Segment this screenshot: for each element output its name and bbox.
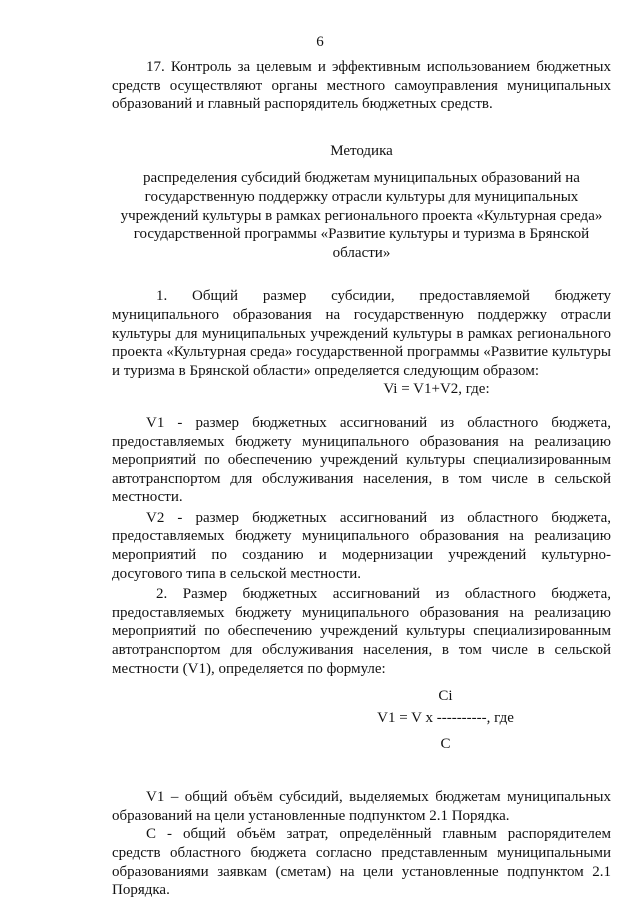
formula-v1-denominator: C bbox=[440, 736, 451, 753]
page-number: 6 bbox=[316, 34, 324, 50]
paragraph-17: 17. Контроль за целевым и эффективным использованием бюджетных средств осуществляют органы местного самоуправления муниципальных образований и главный распорядитель бюджетных средств. bbox=[112, 59, 611, 113]
formula-v1-numerator: Ci bbox=[438, 688, 453, 705]
formula-v1 bbox=[112, 685, 611, 755]
definition-v1-total: V1 – общий объём субсидий, выделяемых бюджетам муниципальных образований на цели установленные подпунктом 2.1 Порядка. bbox=[112, 789, 611, 824]
item-2-paragraph: 2. Размер бюджетных ассигнований из областного бюджета, предоставляемых бюджету муниципального образования на реализацию мероприятий по обеспечению учреждений культуры специализированным автотранспортом для обслуживания населения, в том числе в сельской местности (V1), определяется по формуле: bbox=[112, 586, 611, 677]
definition-v1: V1 - размер бюджетных ассигнований из областного бюджета, предоставляемых бюджету муниципального образования на реализацию мероприятий по обеспечению учреждений культуры специализированным автотранспортом для обслуживания населения, в том числе в сельской местности. bbox=[112, 414, 611, 506]
formula-vi: Vi = V1+V2, где: bbox=[383, 381, 490, 398]
document-body bbox=[112, 58, 611, 900]
item-1-paragraph: 1. Общий размер субсидии, предоставляемой бюджету муниципального образования на государственную поддержку отрасли культуры для муниципальных учреждений культуры в рамках регионального проекта «Культурная среда» государственной программы «Развитие культуры и туризма в Брянской области» определяется следующим образом: bbox=[112, 288, 611, 379]
formula-v1-main: V1 = V x ----------, где bbox=[377, 710, 514, 727]
methodology-title: Методика bbox=[330, 142, 393, 159]
definition-v2: V2 - размер бюджетных ассигнований из областного бюджета, предоставляемых бюджету муниципального образования на реализацию мероприятий по созданию и модернизации учреждений культурно-досугового типа в сельской местности. bbox=[112, 509, 611, 582]
methodology-subtitle: распределения субсидий бюджетам муниципальных образований на государственную поддержку отрасли культуры для муниципальных учреждений культуры в рамках регионального проекта «Культурная среда» государственной программы «Развитие культуры и туризма в Брянской области» bbox=[120, 170, 603, 261]
definition-c: С - общий объём затрат, определённый главным распорядителем средств областного бюджета согласно представленным муниципальными образованиями заявкам (сметам) на цели установленные подпунктом 2.1 Порядка. bbox=[112, 826, 611, 899]
